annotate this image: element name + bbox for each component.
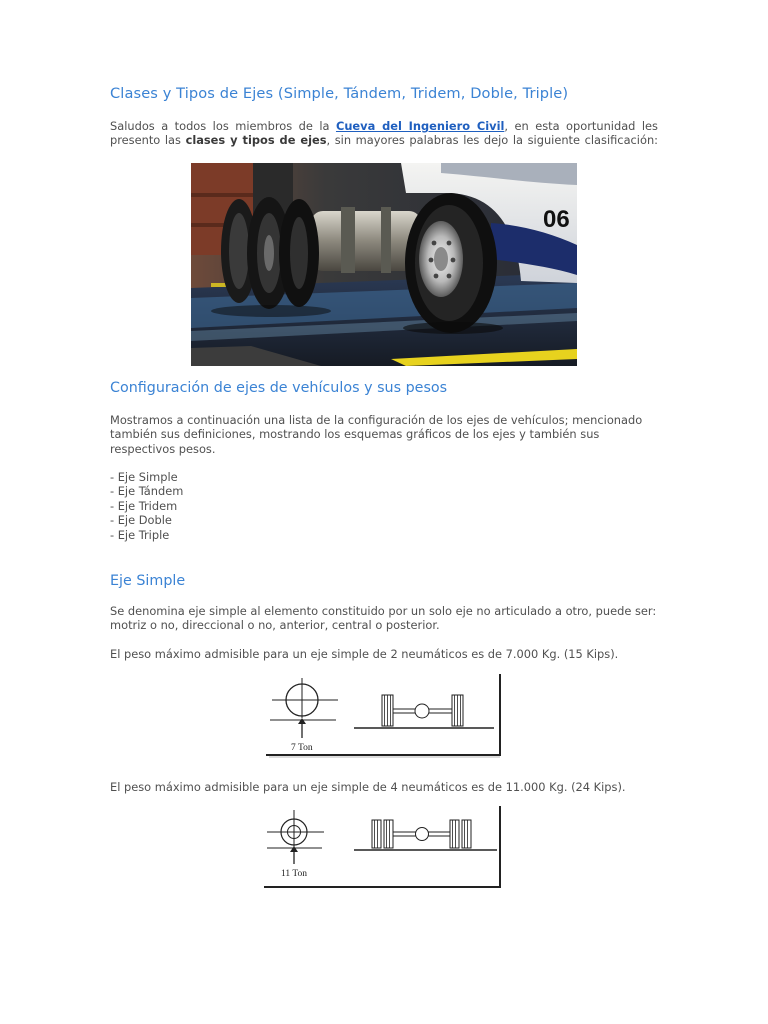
list-item: - Eje Simple xyxy=(110,470,178,484)
single-axle-4-tires-diagram xyxy=(264,806,504,890)
list-item: - Eje Tándem xyxy=(110,484,184,499)
list-item: - Eje Tridem xyxy=(110,498,178,513)
axle-diagram-svg xyxy=(266,674,504,758)
weight-2-tires-text: El peso máximo admisible para un eje simple de 2 neumáticos es de 7.000 Kg. (15 Kips). xyxy=(110,647,619,661)
intro-bold-text: clases y tipos de ejes xyxy=(185,133,327,148)
cueva-ingeniero-link[interactable]: Cueva del Ingeniero Civil xyxy=(335,119,505,133)
weight-label-11ton: 11 Ton xyxy=(281,869,307,879)
article-title: Clases y Tipos de Ejes (Simple, Tándem, Tridem, Doble, Triple) xyxy=(110,85,569,102)
truck-photo-illustration xyxy=(191,163,577,366)
list-item: - Eje Triple xyxy=(110,527,170,542)
single-axle-2-tires-diagram xyxy=(266,674,504,758)
weight-4-tires-text: El peso máximo admisible para un eje simple de 4 neumáticos es de 11.000 Kg. (24 Kips). xyxy=(110,780,626,794)
truck-number-label: 06 xyxy=(543,206,570,233)
intro-text-3: , sin mayores palabras les dejo la siguiente clasificación: xyxy=(326,133,659,148)
list-item: - Eje Doble xyxy=(110,513,172,528)
intro-text-1: Saludos a todos los miembros de la xyxy=(110,119,330,133)
weight-label-7ton: 7 Ton xyxy=(291,743,313,753)
axle-diagram-svg xyxy=(264,806,504,890)
truck-axles-photo xyxy=(191,163,577,366)
intro-text-2: , en esta oportunidad les presento las xyxy=(110,119,658,148)
section-heading-eje-simple: Eje Simple xyxy=(110,573,186,589)
eje-simple-definition: Se denomina eje simple al elemento constituido por un solo eje no articulado a otro, puede ser: motriz o no, direccional o no, anterior, central o posterior. xyxy=(110,604,657,633)
axle-types-list xyxy=(110,470,183,542)
section1-paragraph: Mostramos a continuación una lista de la configuración de los ejes de vehículos; mencionado también sus definiciones, mostrando los esquemas gráficos de los ejes y también sus respectivos pesos. xyxy=(110,413,643,456)
intro-paragraph xyxy=(110,119,658,148)
section-heading-configuracion: Configuración de ejes de vehículos y sus pesos xyxy=(110,380,448,396)
